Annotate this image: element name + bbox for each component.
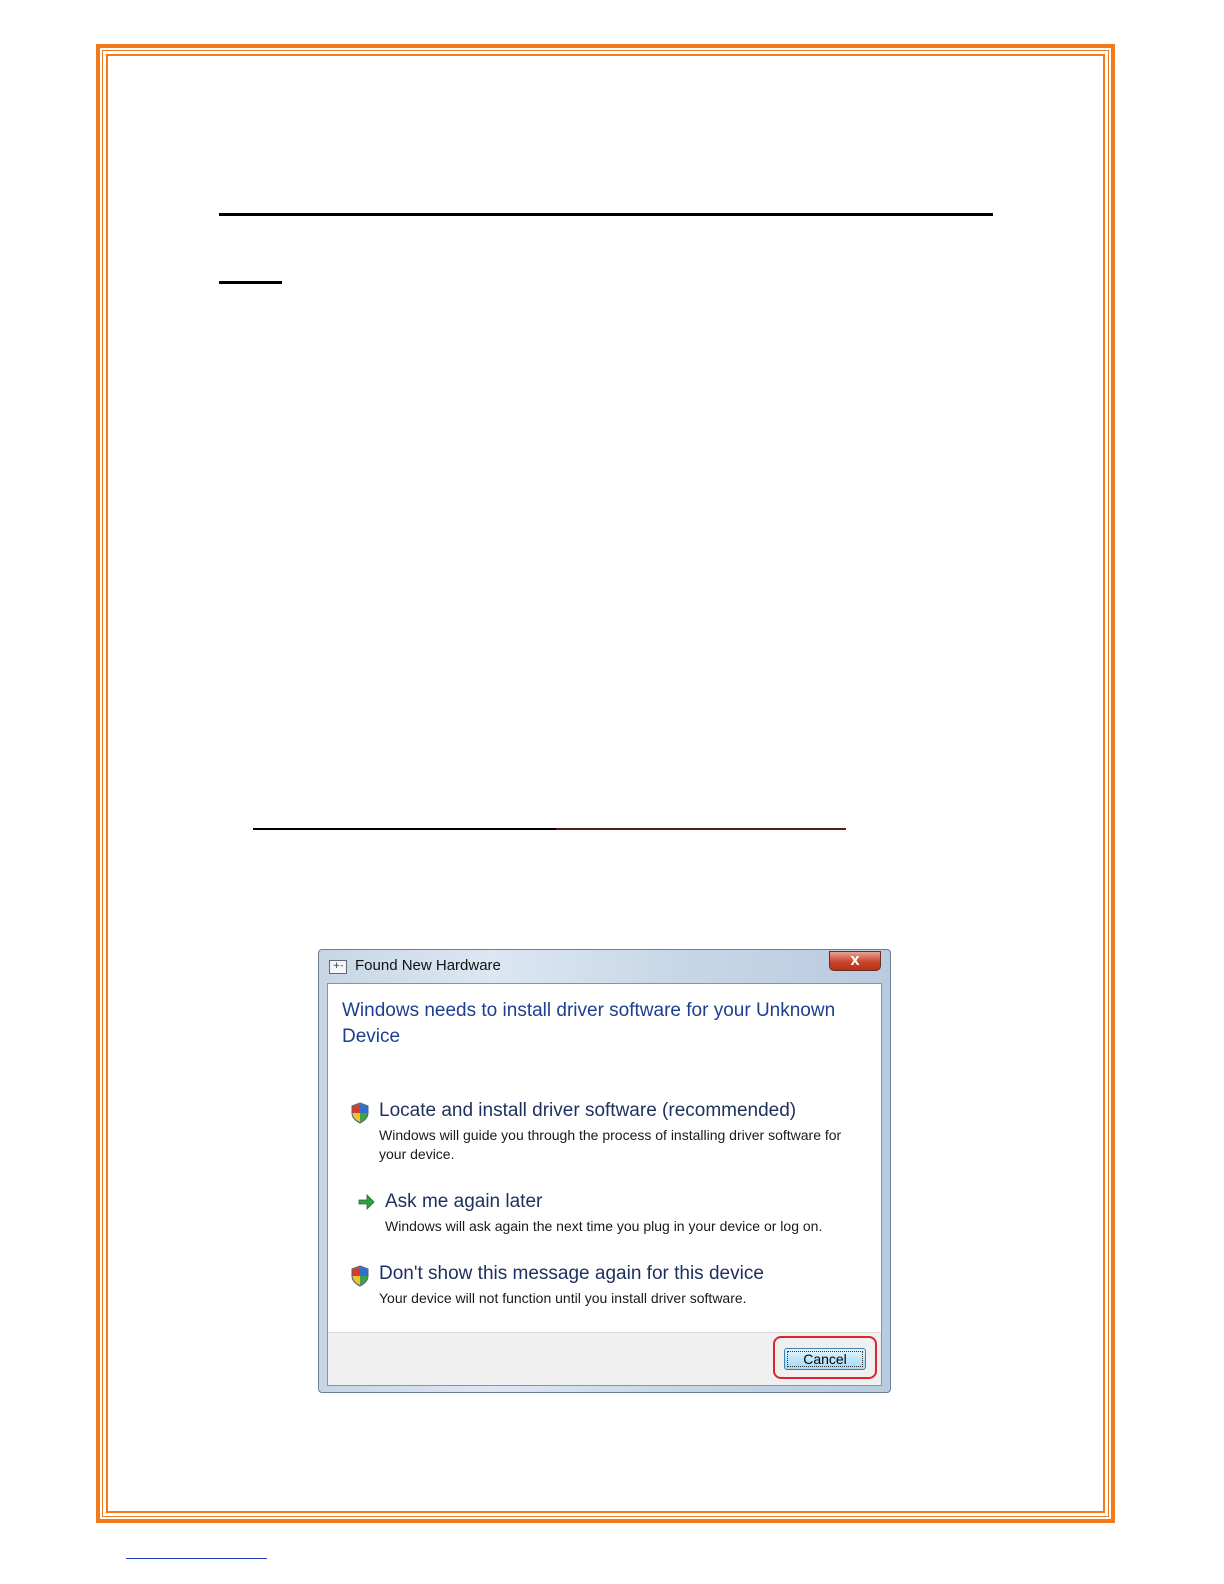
option-description: Your device will not function until you install driver software. xyxy=(379,1290,747,1306)
dialog-content xyxy=(327,983,882,1386)
step-underline-continuation xyxy=(556,828,846,830)
option-description: Windows will guide you through the process of installing driver software for your device. xyxy=(379,1127,842,1162)
dialog-footer xyxy=(328,1332,881,1385)
option-title: Don't show this message again for this device xyxy=(379,1263,764,1284)
option-locate-install[interactable] xyxy=(350,1100,870,1162)
step-underline xyxy=(253,828,556,830)
cancel-highlight-circle xyxy=(773,1336,877,1379)
option-description: Windows will ask again the next time you plug in your device or log on. xyxy=(385,1218,823,1234)
dialog-headline: Windows needs to install driver software for your Unknown Device xyxy=(342,1000,836,1047)
option-ask-later[interactable] xyxy=(350,1191,870,1235)
title-bar[interactable] xyxy=(319,950,890,984)
close-button[interactable]: X xyxy=(829,951,881,971)
cancel-button[interactable]: Cancel xyxy=(784,1348,866,1370)
shield-icon xyxy=(350,1102,370,1124)
heading-underline xyxy=(219,213,993,216)
hardware-icon: +- xyxy=(329,960,347,974)
green-arrow-icon xyxy=(356,1191,376,1213)
heading-underline-short xyxy=(219,281,282,284)
option-title: Ask me again later xyxy=(385,1191,543,1212)
shield-icon xyxy=(350,1265,370,1287)
footer-link-underline[interactable] xyxy=(126,1558,267,1559)
option-dont-show[interactable] xyxy=(350,1263,870,1307)
window-title: Found New Hardware xyxy=(355,957,501,974)
found-new-hardware-dialog xyxy=(318,949,891,1393)
option-title: Locate and install driver software (recommended) xyxy=(379,1100,797,1121)
